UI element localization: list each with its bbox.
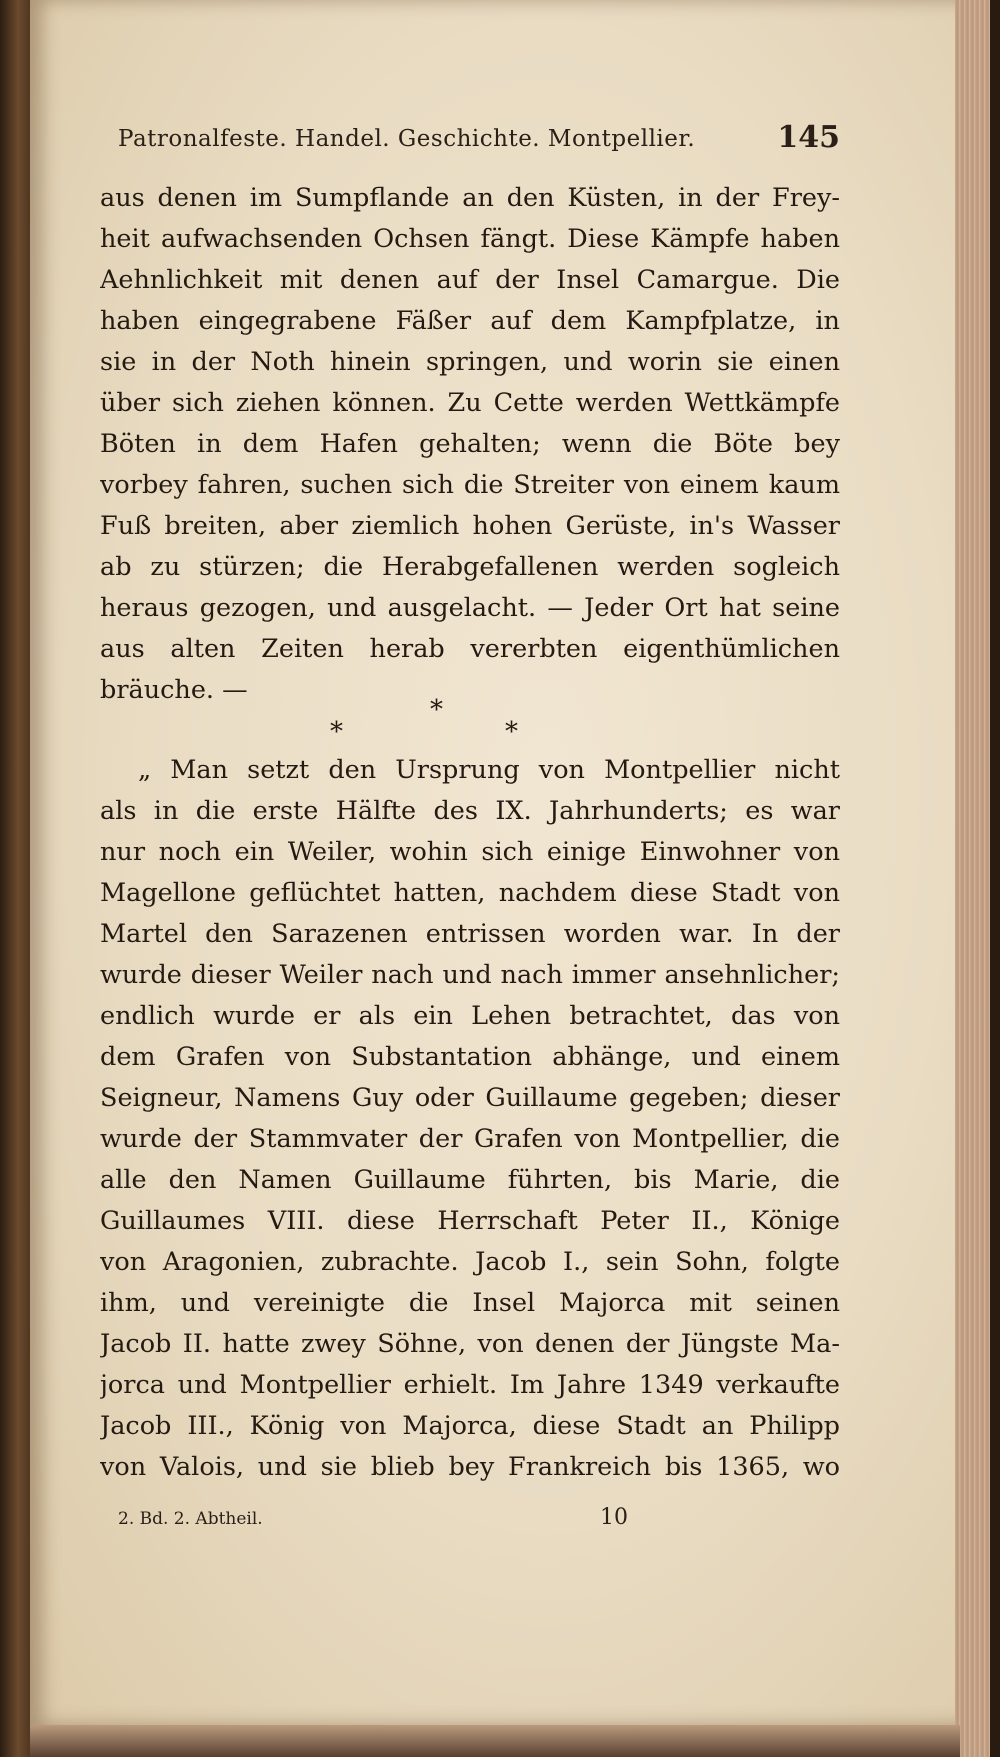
text-line: Jacob III., König von Majorca, diese Stadt an Philipp (100, 1411, 840, 1441)
text-line: aus alten Zeiten herab vererbten eigenthümlichen (100, 634, 840, 664)
text-line: von Valois, und sie blieb bey Frankreich bis 1365, wo (100, 1452, 840, 1482)
page-block-edge (955, 0, 1000, 1757)
page-header (100, 120, 840, 160)
text-line: „ Man setzt den Ursprung von Montpellier nicht (138, 755, 840, 785)
asterisk: * (505, 717, 518, 747)
text-line: von Aragonien, zubrachte. Jacob I., sein Sohn, folgte (100, 1247, 840, 1277)
page-bottom-edge (30, 1725, 960, 1757)
text-line: Fuß breiten, aber ziemlich hohen Gerüste, in's Wasser (100, 511, 840, 541)
text-line: über sich ziehen können. Zu Cette werden Wettkämpfe (100, 388, 840, 418)
text-line: Guillaumes VIII. diese Herrschaft Peter II., Könige (100, 1206, 840, 1236)
running-head: Patronalfeste. Handel. Geschichte. Montpellier. (118, 126, 696, 152)
text-line: aus denen im Sumpflande an den Küsten, in der Frey- (100, 183, 840, 213)
section-asterism (330, 695, 520, 745)
text-line: ihm, und vereinigte die Insel Majorca mit seinen (100, 1288, 840, 1318)
text-line: heit aufwachsenden Ochsen fängt. Diese Kämpfe haben (100, 224, 840, 254)
asterisk: * (430, 695, 443, 725)
text-line: Martel den Sarazenen entrissen worden war. In der (100, 919, 840, 949)
paragraph-one (100, 178, 840, 711)
text-line: nur noch ein Weiler, wohin sich einige Einwohner von (100, 837, 840, 867)
page-footer (100, 1505, 840, 1535)
text-line: wurde dieser Weiler nach und nach immer ansehnlicher; (100, 960, 840, 990)
text-line: heraus gezogen, und ausgelacht. — Jeder Ort hat seine (100, 593, 840, 623)
text-line: Jacob II. hatte zwey Söhne, von denen der Jüngste Ma- (100, 1329, 840, 1359)
text-line: alle den Namen Guillaume führten, bis Marie, die (100, 1165, 840, 1195)
text-line: Böten in dem Hafen gehalten; wenn die Böte bey (100, 429, 840, 459)
signature-mark: 2. Bd. 2. Abtheil. (118, 1509, 263, 1529)
text-line: Aehnlichkeit mit denen auf der Insel Camargue. Die (100, 265, 840, 295)
sheet-number: 10 (600, 1505, 628, 1530)
asterisk: * (330, 717, 343, 747)
text-line: vorbey fahren, suchen sich die Streiter von einem kaum (100, 470, 840, 500)
text-line: ab zu stürzen; die Herabgefallenen werden sogleich (100, 552, 840, 582)
paragraph-two (100, 750, 840, 1488)
page-number: 145 (777, 120, 840, 155)
text-line: dem Grafen von Substantation abhänge, und einem (100, 1042, 840, 1072)
text-line: wurde der Stammvater der Grafen von Montpellier, die (100, 1124, 840, 1154)
text-line: Seigneur, Namens Guy oder Guillaume gegeben; dieser (100, 1083, 840, 1113)
text-line: haben eingegrabene Fäßer auf dem Kampfplatze, in (100, 306, 840, 336)
text-line: endlich wurde er als ein Lehen betrachtet, das von (100, 1001, 840, 1031)
text-line: jorca und Montpellier erhielt. Im Jahre 1349 verkaufte (100, 1370, 840, 1400)
text-line: Magellone geflüchtet hatten, nachdem diese Stadt von (100, 878, 840, 908)
text-line: als in die erste Hälfte des IX. Jahrhunderts; es war (100, 796, 840, 826)
text-line: bräuche. — (100, 675, 248, 705)
text-line: sie in der Noth hinein springen, und worin sie einen (100, 347, 840, 377)
